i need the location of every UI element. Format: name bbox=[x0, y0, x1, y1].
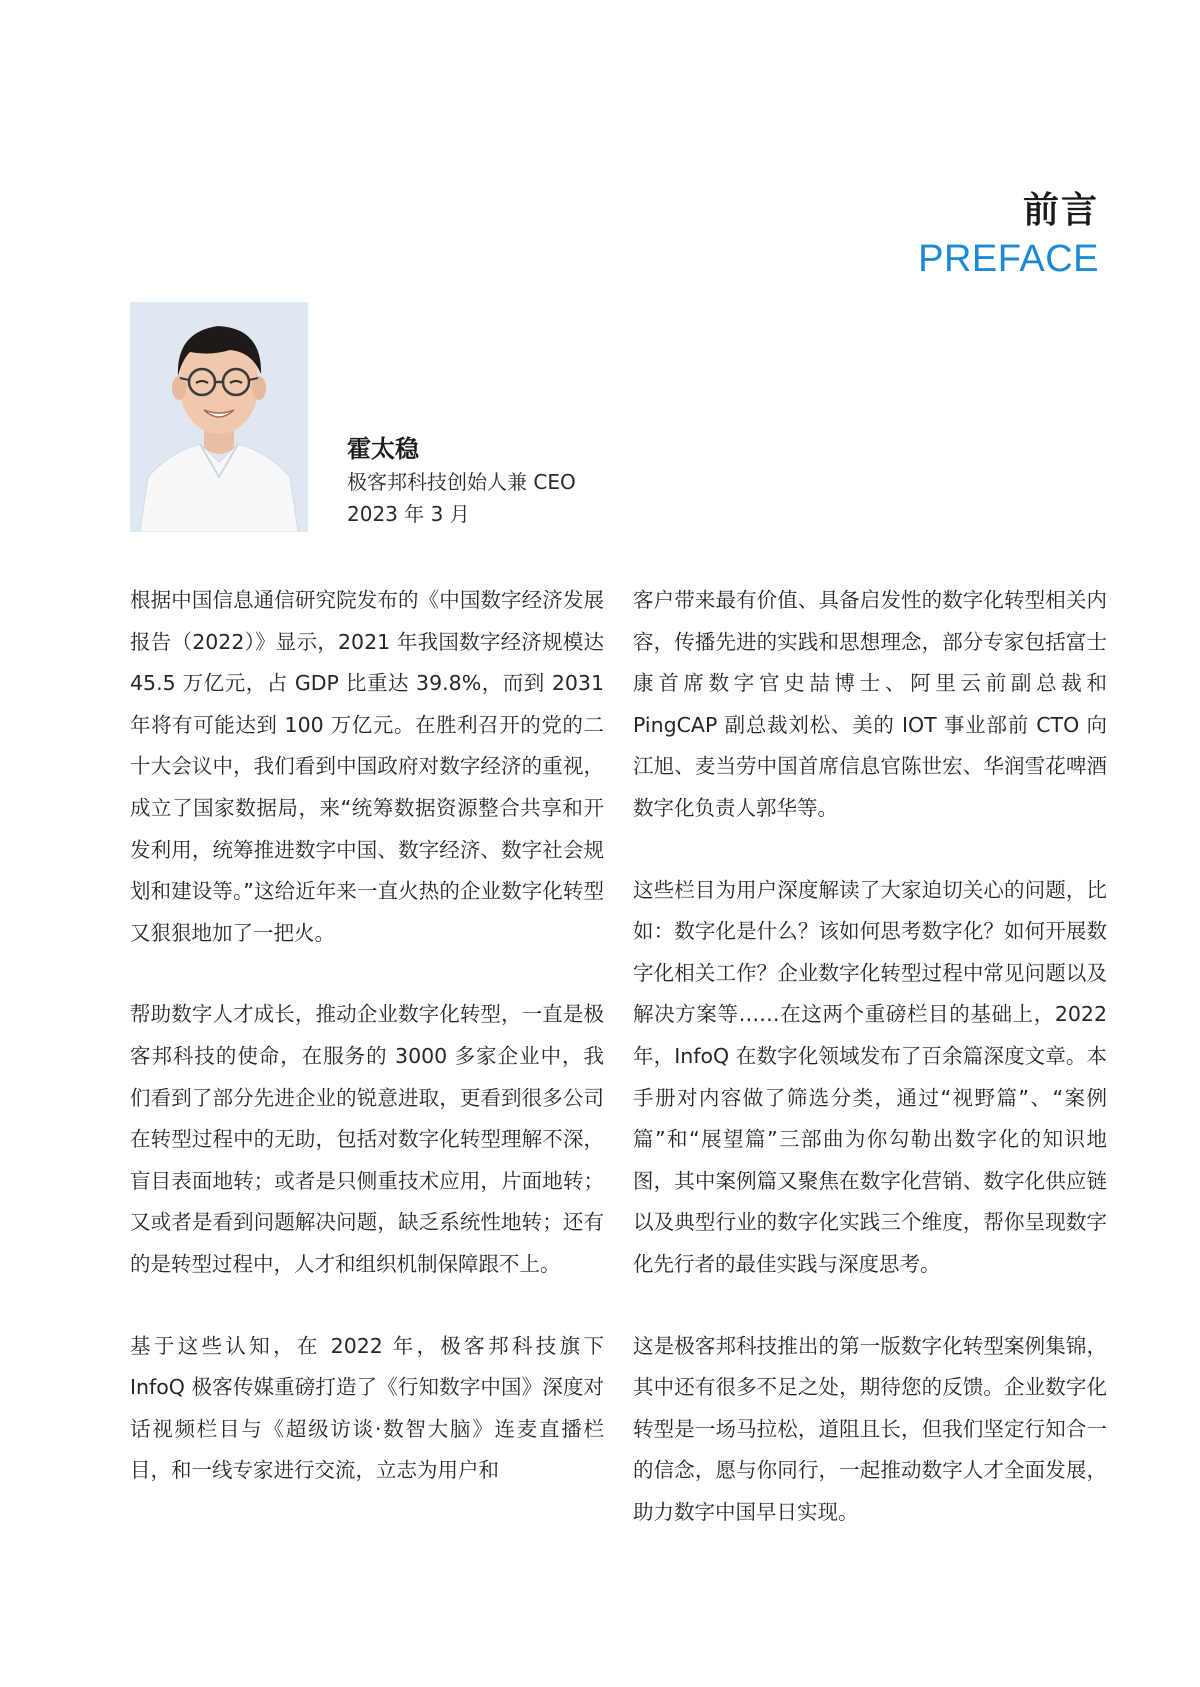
body-paragraph: 帮助数字人才成长，推动企业数字化转型，一直是极客邦科技的使命，在服务的 3000 多家企业中，我们看到了部分先进企业的锐意进取，更看到很多公司在转型过程中的无助，包括对数字化转型理解不深，盲目表面地转；或者是只侧重技术应用，片面地转；又或者是看到问题解决问题，缺乏系统性地转；还有的是转型过程中，人才和组织机制保障跟不上。 bbox=[130, 1002, 604, 1276]
author-portrait bbox=[130, 302, 308, 532]
author-name: 霍太稳 bbox=[347, 435, 419, 463]
body-paragraph: 这是极客邦科技推出的第一版数字化转型案例集锦，其中还有很多不足之处，期待您的反馈。企业数字化转型是一场马拉松，道阻且长，但我们坚定行知合一的信念，愿与你同行，一起推动数字人才全面发展，助力数字中国早日实现。 bbox=[633, 1333, 1107, 1524]
heading-title-zh: 前言 bbox=[1022, 190, 1099, 231]
body-column-right bbox=[633, 580, 1107, 1573]
body-column-left bbox=[130, 580, 604, 1532]
author-date: 2023 年 3 月 bbox=[347, 502, 470, 526]
preface-heading bbox=[918, 188, 1099, 284]
body-paragraph: 这些栏目为用户深度解读了大家迫切关心的问题，比如：数字化是什么？该如何思考数字化？如何开展数字化相关工作？企业数字化转型过程中常见问题以及解决方案等……在这两个重磅栏目的基础上，2022 年，InfoQ 在数字化领域发布了百余篇深度文章。本手册对内容做了筛选分类，通过“视野篇”、“案例篇”和“展望篇”三部曲为你勾勒出数字化的知识地图，其中案例篇又聚焦在数字化营销、数字化供应链以及典型行业的数字化实践三个维度，帮你呈现数字化先行者的最佳实践与深度思考。 bbox=[633, 877, 1107, 1276]
heading-title-en: PREFACE bbox=[918, 238, 1099, 280]
body-paragraph: 基于这些认知，在 2022 年，极客邦科技旗下 InfoQ 极客传媒重磅打造了《行知数字中国》深度对话视频栏目与《超级访谈·数智大脑》连麦直播栏目，和一线专家进行交流，立志为用户和 bbox=[130, 1333, 604, 1483]
author-info bbox=[347, 432, 576, 530]
body-paragraph: 客户带来最有价值、具备启发性的数字化转型相关内容，传播先进的实践和思想理念，部分专家包括富士康首席数字官史喆博士、阿里云前副总裁和 PingCAP 副总裁刘松、美的 IOT 事业部前 CTO 向江旭、麦当劳中国首席信息官陈世宏、华润雪花啤酒数字化负责人郭华等。 bbox=[633, 588, 1107, 820]
body-paragraph: 根据中国信息通信研究院发布的《中国数字经济发展报告（2022）》显示，2021 年我国数字经济规模达 45.5 万亿元，占 GDP 比重达 39.8%，而到 2031 年将有可能达到 100 万亿元。在胜利召开的党的二十大会议中，我们看到中国政府对数字经济的重视，成立了国家数据局，来“统筹数据资源整合共享和开发利用，统筹推进数字中国、数字经济、数字社会规划和建设等。”这给近年来一直火热的企业数字化转型又狠狠地加了一把火。 bbox=[130, 588, 604, 945]
author-portrait-illustration bbox=[130, 302, 308, 532]
author-title: 极客邦科技创始人兼 CEO bbox=[347, 470, 576, 494]
